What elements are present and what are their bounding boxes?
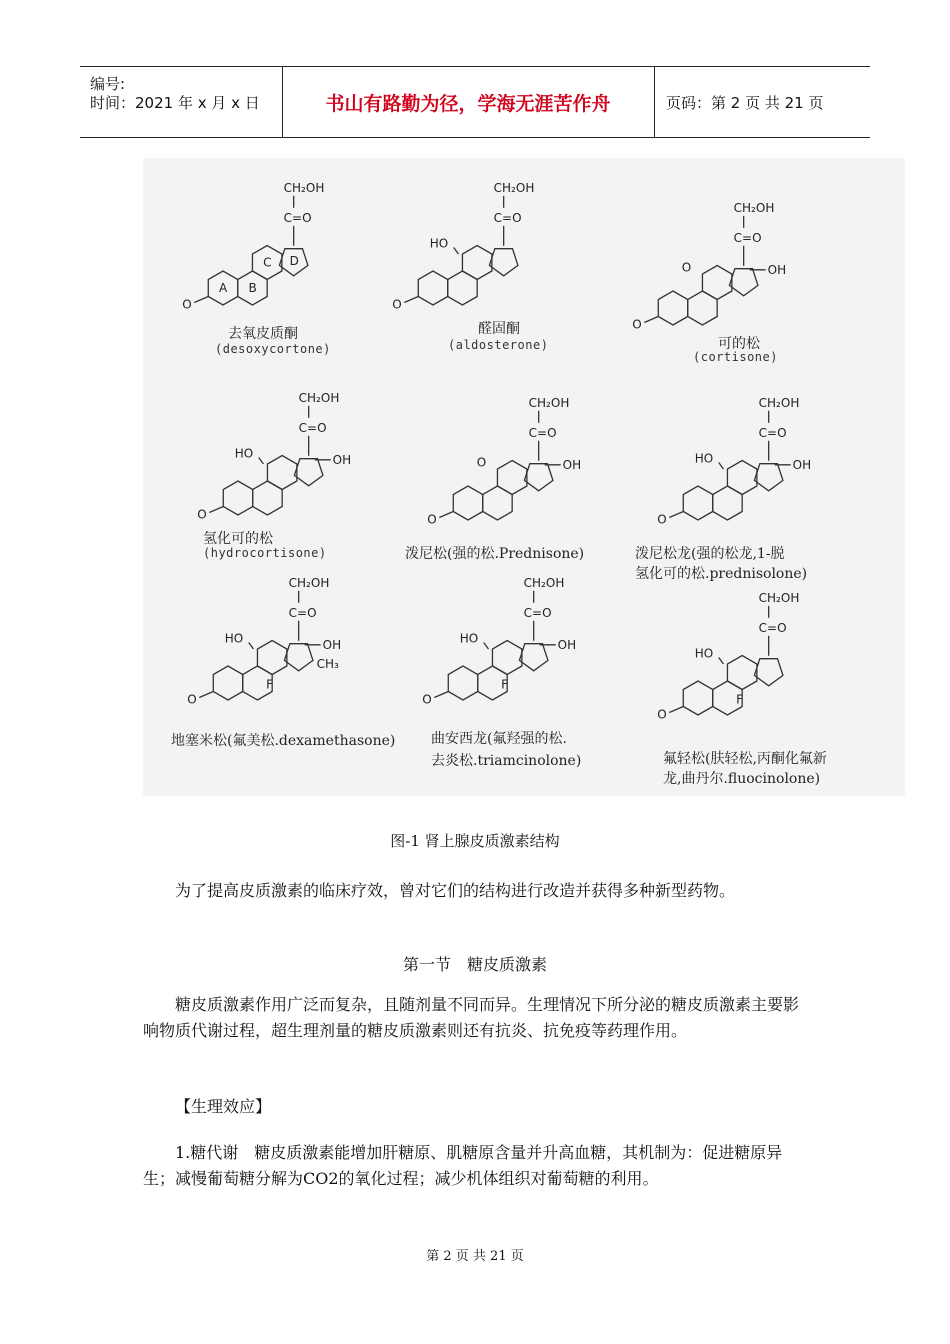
header-motto: 书山有路勤为径，学海无涯苦作舟 (282, 67, 655, 137)
fluorine-label: F (266, 677, 274, 692)
structure-sublabel-triamcinolone: 去炎松.triamcinolone) (431, 753, 582, 769)
page-footer: 第 2 页 共 21 页 (426, 1249, 524, 1264)
figure-caption: 图-1 肾上腺皮质激素结构 (390, 832, 560, 850)
page-header (80, 66, 870, 138)
methyl-label: CH₃ (316, 656, 339, 671)
ring-label-d: D (289, 253, 299, 268)
oxygen-label: O (197, 507, 207, 522)
structure-label-triamcinolone: 曲安西龙(氟羟强的松. (431, 731, 567, 747)
hydroxyl-label: HO (234, 446, 254, 461)
header-page-info: 页码：第 2 页 共 21 页 (666, 93, 824, 112)
structure-sublabel-desoxycortone: (desoxycortone) (215, 342, 331, 356)
hydroxymethyl-label: CH₂OH (733, 200, 775, 215)
hydroxyl-label: OH (767, 262, 787, 277)
ring-label-b: B (248, 281, 257, 295)
carbonyl-label: C=O (283, 210, 312, 225)
oxygen-label: O (182, 297, 192, 312)
hydroxymethyl-label: CH₂OH (288, 575, 330, 590)
hydroxyl-label: HO (224, 631, 244, 646)
hydroxyl-label: HO (694, 646, 714, 661)
carbonyl-label: C=O (528, 425, 557, 440)
structure-label-cortisone: 可的松 (718, 336, 760, 352)
oxygen-label: O (392, 297, 402, 312)
hydroxymethyl-label: CH₂OH (528, 395, 570, 410)
fluorine-label: F (501, 677, 509, 692)
hydroxyl-label: OH (557, 637, 577, 652)
hydroxymethyl-label: CH₂OH (523, 575, 565, 590)
oxygen-label: O (187, 692, 197, 707)
paragraph-glucose-metabolism: 1.糖代谢 糖皮质激素能增加肝糖原、肌糖原含量并升高血糖，其机制为：促进糖原异生；减慢葡萄糖分解为CO2的氧化过程；减少机体组织对葡萄糖的利用。 (143, 1143, 783, 1188)
structure-label-aldosterone: 醛固酮 (478, 321, 520, 337)
structure-label-fluocinolone: 氟轻松(肤轻松,丙酮化氟新 (663, 751, 827, 767)
oxygen-label: O (657, 707, 667, 722)
hydroxymethyl-label: CH₂OH (758, 590, 800, 605)
carbonyl-label: C=O (523, 605, 552, 620)
hydroxymethyl-label: CH₂OH (298, 390, 340, 405)
structure-sublabel-prednisolone: 氢化可的松.prednisolone) (635, 566, 808, 582)
hydroxyl-label: HO (429, 236, 449, 251)
ring-label-a: A (219, 281, 228, 295)
subheading-physiology: 【生理效应】 (175, 1097, 272, 1116)
structure-label-desoxycortone: 去氧皮质酮 (228, 326, 298, 342)
ring-label-c: C (263, 255, 272, 270)
document-number-label: 编号: (90, 75, 126, 93)
steroid-structures-figure (143, 158, 905, 796)
structure-sublabel-aldosterone: (aldosterone) (448, 338, 549, 352)
carbonyl-label: C=O (298, 420, 327, 435)
carbonyl-label: C=O (733, 230, 762, 245)
paragraph-intro: 为了提高皮质激素的临床疗效，曾对它们的结构进行改造并获得多种新型药物。 (175, 881, 736, 900)
oxygen-label: O (427, 512, 437, 527)
paragraph-glucocorticoid: 糖皮质激素作用广泛而复杂，且随剂量不同而异。生理情况下所分泌的糖皮质激素主要影响物质代谢过程，超生理剂量的糖皮质激素则还有抗炎、抗免疫等药理作用。 (143, 995, 800, 1040)
hydroxyl-label: OH (322, 637, 342, 652)
oxygen-label: O (476, 455, 487, 470)
fluorine-label: F (736, 692, 744, 707)
structure-label-hydrocortisone: 氢化可的松 (203, 531, 273, 547)
hydroxyl-label: OH (792, 457, 812, 472)
hydroxyl-label: OH (332, 452, 352, 467)
hydroxyl-label: HO (694, 451, 714, 466)
oxygen-label: O (681, 260, 692, 275)
structure-sublabel-hydrocortisone: (hydrocortisone) (203, 546, 327, 560)
oxygen-label: O (657, 512, 667, 527)
header-meta-cell (80, 67, 283, 137)
carbonyl-label: C=O (758, 620, 787, 635)
structure-label-dexamethasone: 地塞米松(氟美松.dexamethasone) (171, 733, 396, 749)
structures-drawing (143, 158, 905, 796)
structure-sublabel-cortisone: (cortisone) (693, 350, 778, 364)
document-time-label: 时间：2021 年 x 月 x 日 (90, 94, 260, 112)
hydroxymethyl-label: CH₂OH (493, 180, 535, 195)
hydroxyl-label: OH (562, 457, 582, 472)
oxygen-label: O (422, 692, 432, 707)
section-title: 第一节 糖皮质激素 (402, 955, 547, 974)
structure-label-prednisolone: 泼尼松龙(强的松龙,1-脱 (635, 546, 785, 562)
hydroxyl-label: HO (459, 631, 479, 646)
structure-label-prednisone: 泼尼松(强的松.Prednisone) (405, 546, 585, 562)
carbonyl-label: C=O (493, 210, 522, 225)
carbonyl-label: C=O (758, 425, 787, 440)
carbonyl-label: C=O (288, 605, 317, 620)
hydroxymethyl-label: CH₂OH (758, 395, 800, 410)
structure-sublabel-fluocinolone: 龙,曲丹尔.fluocinolone) (663, 771, 821, 787)
hydroxymethyl-label: CH₂OH (283, 180, 325, 195)
oxygen-label: O (632, 317, 642, 332)
